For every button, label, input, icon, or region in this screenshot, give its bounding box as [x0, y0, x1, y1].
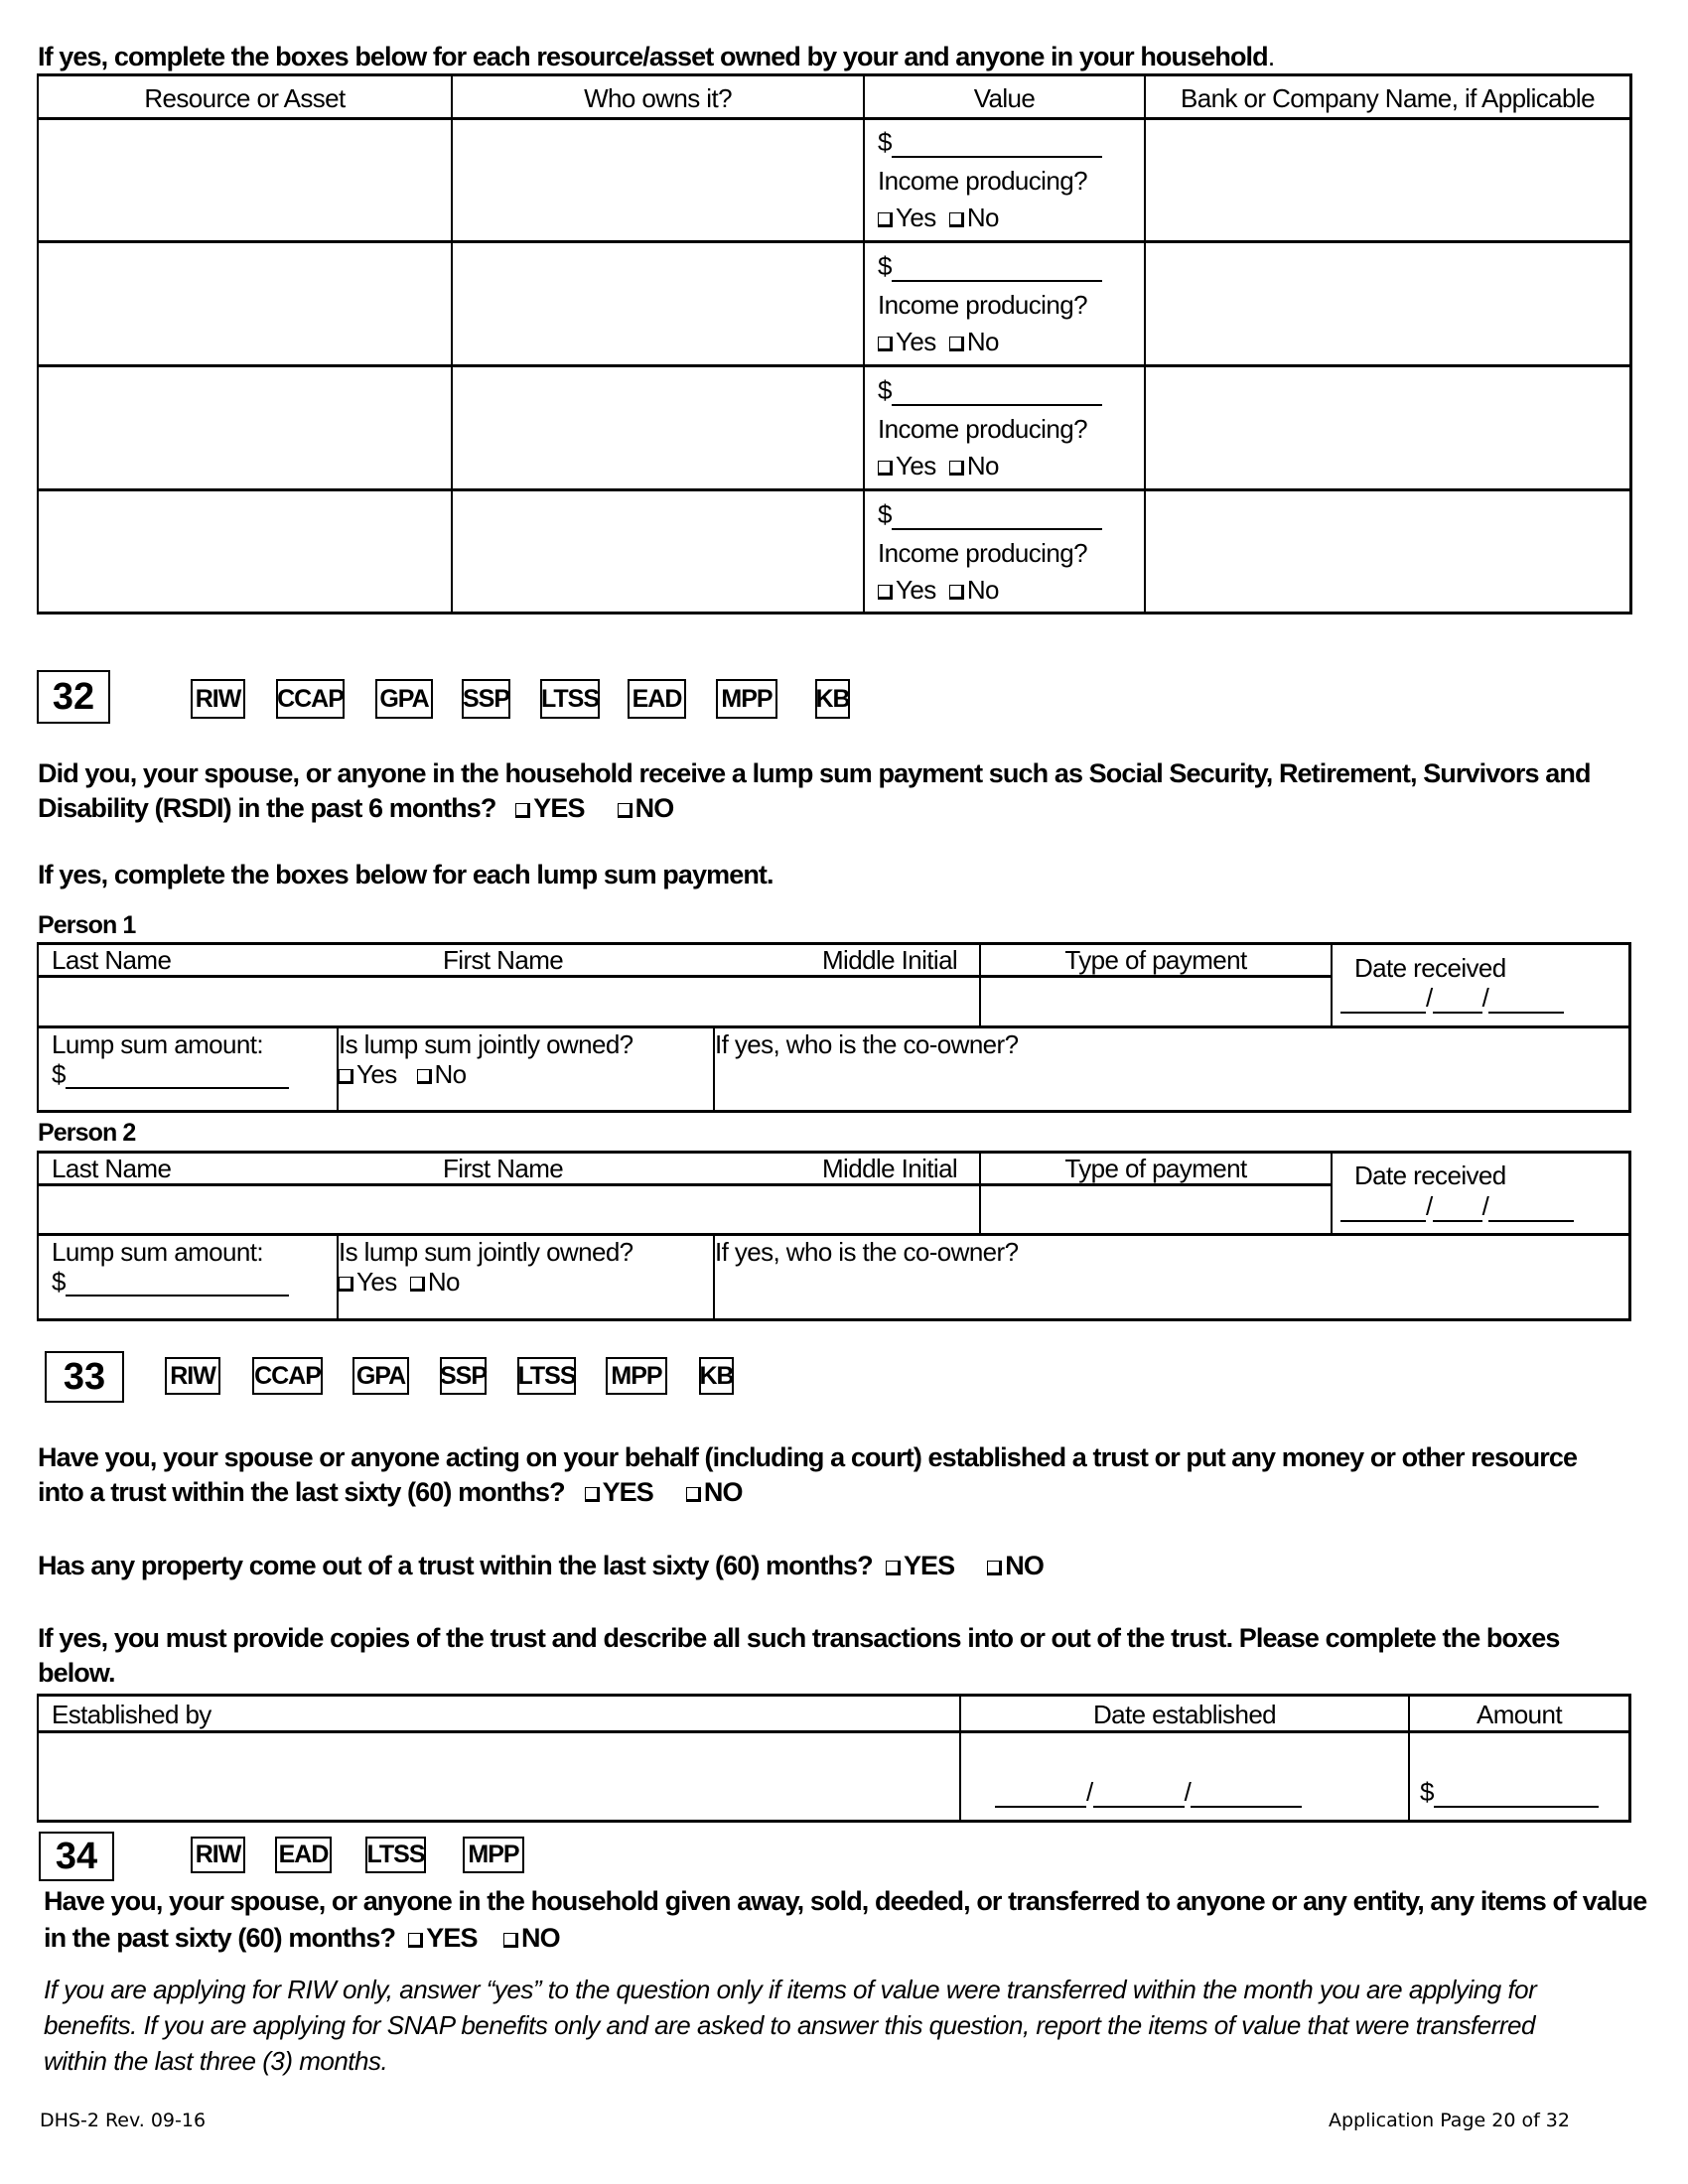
- q33-question1-line2: [38, 1477, 743, 1508]
- income-producing-label: Income producing?: [878, 166, 1087, 196]
- table-column-divider: [1331, 1151, 1333, 1235]
- co-owner-input[interactable]: [717, 1271, 1625, 1316]
- income-producing-label: Income producing?: [878, 414, 1087, 444]
- type-of-payment-label: Type of payment: [1064, 1154, 1247, 1183]
- type-of-payment-label: Type of payment: [1064, 945, 1247, 975]
- program-tag-ltss: LTSS: [517, 1357, 576, 1395]
- table-divider: [37, 1025, 1630, 1028]
- date-received-label: Date received: [1354, 1160, 1506, 1190]
- q34-yes-checkbox[interactable]: [408, 1923, 477, 1953]
- no-label: No: [966, 575, 999, 605]
- checkbox-icon: [878, 461, 893, 476]
- no-label: NO: [703, 1477, 743, 1507]
- section-number-32: 32: [37, 670, 110, 724]
- checkbox-icon: [949, 212, 964, 227]
- jointly-owned-label: Is lump sum jointly owned?: [339, 1029, 633, 1059]
- income-yes-checkbox[interactable]: [878, 451, 936, 480]
- first-name-label: First Name: [443, 1154, 564, 1183]
- first-name-label: First Name: [443, 945, 564, 975]
- checkbox-icon: [417, 1069, 432, 1084]
- checkbox-icon: [339, 1277, 353, 1292]
- checkbox-icon: [878, 212, 893, 227]
- program-tag-ssp: SSP: [440, 1357, 487, 1395]
- q34-question-line1: Have you, your spouse, or anyone in the household given away, sold, deeded, or transferred to anyone or any entity, any items of value: [44, 1886, 1647, 1916]
- checkbox-icon: [410, 1277, 425, 1292]
- table-border-bottom: [37, 612, 1631, 614]
- yes-label: YES: [426, 1923, 478, 1953]
- established-by-label: Established by: [52, 1700, 211, 1729]
- q33-q1-yes-checkbox[interactable]: [585, 1477, 653, 1507]
- table-divider: [37, 1730, 1630, 1733]
- no-label: No: [434, 1059, 467, 1089]
- q32-no-checkbox[interactable]: [618, 793, 674, 823]
- table-border-right: [1628, 1151, 1631, 1321]
- checkbox-icon: [949, 585, 964, 600]
- program-tag-kb: KB: [815, 679, 850, 719]
- checkbox-icon: [503, 1933, 518, 1948]
- yes-label: Yes: [896, 575, 936, 605]
- lump-sum-amount-field[interactable]: [52, 1267, 289, 1297]
- type-of-payment-input[interactable]: [982, 978, 1331, 1025]
- header-value: Value: [973, 83, 1036, 113]
- person-1-label: Person 1: [38, 911, 136, 939]
- value-amount-field[interactable]: [878, 499, 1102, 530]
- resource-input-3[interactable]: [39, 367, 451, 488]
- date-received-field[interactable]: [1340, 983, 1564, 1014]
- program-tag-gpa: GPA: [352, 1357, 409, 1395]
- yes-label: Yes: [896, 451, 936, 480]
- dollar-sign: $: [878, 251, 892, 281]
- co-owner-label: If yes, who is the co-owner?: [715, 1029, 1019, 1059]
- program-tag-ccap: CCAP: [252, 1357, 323, 1395]
- income-yes-checkbox[interactable]: [878, 327, 936, 356]
- q33-question2-text: Has any property come out of a trust within the last sixty (60) months?: [38, 1551, 873, 1580]
- program-tag-riw: RIW: [191, 679, 245, 719]
- q33-instruction-line1: If yes, you must provide copies of the trust and describe all such transactions into or out of the trust. Please complete the boxes: [38, 1623, 1560, 1653]
- bank-input-1[interactable]: [1146, 120, 1629, 240]
- no-label: No: [427, 1267, 460, 1297]
- table-border-left: [37, 942, 39, 1113]
- checkbox-icon: [878, 337, 893, 351]
- table-divider: [37, 1233, 1630, 1236]
- person-2-label: Person 2: [38, 1119, 136, 1147]
- income-no-checkbox[interactable]: [949, 451, 999, 480]
- program-tag-ccap: CCAP: [276, 679, 345, 719]
- co-owner-label: If yes, who is the co-owner?: [715, 1237, 1019, 1267]
- resource-input-1[interactable]: [39, 120, 451, 240]
- no-label: No: [966, 327, 999, 356]
- bank-input-3[interactable]: [1146, 367, 1629, 488]
- last-name-label: Last Name: [52, 945, 172, 975]
- table-border-left: [37, 1694, 39, 1823]
- program-tag-riw: RIW: [165, 1357, 220, 1395]
- dollar-sign: $: [878, 499, 892, 529]
- program-tag-ltss: LTSS: [365, 1837, 426, 1873]
- date-separator: /: [1426, 983, 1433, 1013]
- resource-input-2[interactable]: [39, 243, 451, 364]
- resources-intro: [38, 42, 1274, 72]
- header-bank-or-company: Bank or Company Name, if Applicable: [1181, 83, 1595, 113]
- type-of-payment-input[interactable]: [982, 1186, 1331, 1233]
- dollar-sign: $: [52, 1267, 66, 1297]
- q32-question-text: Disability (RSDI) in the past 6 months?: [38, 793, 496, 823]
- value-cell-4: [878, 499, 1102, 606]
- value-cell-2: [878, 251, 1102, 357]
- income-yes-checkbox[interactable]: [878, 203, 936, 232]
- income-no-checkbox[interactable]: [949, 203, 999, 232]
- header-who-owns-it: Who owns it?: [584, 83, 732, 113]
- income-producing-label: Income producing?: [878, 538, 1087, 568]
- trust-amount-field[interactable]: [1420, 1777, 1599, 1808]
- jointly-owned-label: Is lump sum jointly owned?: [339, 1237, 633, 1267]
- yes-label: Yes: [356, 1267, 397, 1297]
- q33-instruction-line2: below.: [38, 1658, 115, 1688]
- program-tag-ead: EAD: [628, 679, 686, 719]
- table-column-divider: [863, 73, 865, 614]
- lump-sum-amount-field[interactable]: [52, 1059, 289, 1089]
- table-border-bottom: [37, 1110, 1630, 1113]
- checkbox-icon: [408, 1933, 423, 1948]
- yes-label: YES: [602, 1477, 653, 1507]
- date-established-field[interactable]: [995, 1777, 1302, 1808]
- value-cell-3: [878, 375, 1102, 481]
- value-amount-field[interactable]: [878, 375, 1102, 406]
- checkbox-icon: [886, 1561, 901, 1575]
- header-resource-or-asset: Resource or Asset: [144, 83, 346, 113]
- program-tag-mpp: MPP: [606, 1357, 667, 1395]
- owner-input-4[interactable]: [453, 491, 863, 612]
- yes-label: Yes: [896, 203, 936, 232]
- lump-sum-amount-cell: [52, 1237, 289, 1297]
- program-tag-kb: KB: [699, 1357, 734, 1395]
- no-label: NO: [1005, 1551, 1044, 1580]
- q34-note-line3: within the last three (3) months.: [44, 2046, 388, 2076]
- program-tag-mpp: MPP: [463, 1837, 524, 1873]
- no-label: NO: [521, 1923, 560, 1953]
- table-border-left: [37, 1151, 39, 1321]
- name-input[interactable]: [40, 1187, 979, 1233]
- middle-initial-label: Middle Initial: [822, 945, 958, 975]
- checkbox-icon: [949, 337, 964, 351]
- jointly-owned-cell: [339, 1029, 633, 1089]
- checkbox-icon: [339, 1069, 353, 1084]
- date-separator: /: [1184, 1777, 1192, 1807]
- table-column-divider: [1331, 942, 1333, 1027]
- yes-label: Yes: [896, 327, 936, 356]
- co-owner-input[interactable]: [717, 1062, 1625, 1108]
- established-by-input[interactable]: [40, 1734, 959, 1820]
- section-number-34: 34: [39, 1832, 114, 1881]
- checkbox-icon: [618, 803, 633, 818]
- checkbox-icon: [585, 1487, 600, 1502]
- q32-instruction: If yes, complete the boxes below for each lump sum payment.: [38, 860, 774, 889]
- form-id: DHS-2 Rev. 09-16: [40, 2110, 207, 2131]
- checkbox-icon: [686, 1487, 701, 1502]
- amount-label: Amount: [1476, 1700, 1562, 1729]
- income-no-checkbox[interactable]: [949, 327, 999, 356]
- value-cell-1: [878, 127, 1102, 233]
- date-established-label: Date established: [1092, 1700, 1277, 1729]
- dollar-sign: $: [1420, 1777, 1434, 1807]
- bank-input-2[interactable]: [1146, 243, 1629, 364]
- jointly-owned-cell: [339, 1237, 633, 1297]
- income-producing-label: Income producing?: [878, 290, 1087, 320]
- page-number: Application Page 20 of 32: [1329, 2110, 1570, 2131]
- bank-input-4[interactable]: [1146, 491, 1629, 612]
- lump-sum-amount-label: Lump sum amount:: [52, 1029, 263, 1059]
- last-name-label: Last Name: [52, 1154, 172, 1183]
- owner-input-2[interactable]: [453, 243, 863, 364]
- q34-question-text: in the past sixty (60) months?: [44, 1923, 396, 1953]
- q33-question1-line1: Have you, your spouse or anyone acting on your behalf (including a court) established a trust or put any money or other resource: [38, 1442, 1578, 1472]
- q34-note-line1: If you are applying for RIW only, answer “yes” to the question only if items of value were transferred within the month you are applying for: [44, 1975, 1537, 2004]
- q33-q2-yes-checkbox[interactable]: [886, 1551, 954, 1580]
- program-tag-ltss: LTSS: [540, 679, 600, 719]
- owner-input-1[interactable]: [453, 120, 863, 240]
- q34-no-checkbox[interactable]: [503, 1923, 560, 1953]
- table-border-right: [1629, 73, 1632, 614]
- resources-intro-period: .: [1267, 42, 1275, 71]
- jointly-owned-no-checkbox[interactable]: [417, 1059, 467, 1089]
- no-label: No: [966, 203, 999, 232]
- table-border-bottom: [37, 1318, 1630, 1321]
- checkbox-icon: [515, 803, 530, 818]
- date-separator: /: [1481, 983, 1489, 1013]
- no-label: NO: [634, 793, 674, 823]
- middle-initial-label: Middle Initial: [822, 1154, 958, 1183]
- q32-yes-checkbox[interactable]: [515, 793, 584, 823]
- no-label: No: [966, 451, 999, 480]
- dollar-sign: $: [878, 127, 892, 157]
- yes-label: YES: [903, 1551, 955, 1580]
- table-border-right: [1628, 1694, 1631, 1823]
- income-no-checkbox[interactable]: [949, 575, 999, 605]
- jointly-owned-no-checkbox[interactable]: [410, 1267, 460, 1297]
- dollar-sign: $: [52, 1059, 66, 1089]
- q33-question1-text: into a trust within the last sixty (60) months?: [38, 1477, 565, 1507]
- lump-sum-amount-cell: [52, 1029, 289, 1089]
- program-tag-mpp: MPP: [716, 679, 777, 719]
- yes-label: YES: [533, 793, 585, 823]
- date-separator: /: [1086, 1777, 1093, 1807]
- table-border-top: [37, 73, 1631, 76]
- program-tag-ead: EAD: [275, 1837, 332, 1873]
- date-separator: /: [1426, 1191, 1433, 1221]
- checkbox-icon: [987, 1561, 1002, 1575]
- q34-question-line2: [44, 1923, 560, 1954]
- program-tag-gpa: GPA: [375, 679, 433, 719]
- program-tag-riw: RIW: [191, 1837, 245, 1873]
- q33-q1-no-checkbox[interactable]: [686, 1477, 743, 1507]
- program-tag-ssp: SSP: [462, 679, 510, 719]
- name-input[interactable]: [40, 979, 979, 1025]
- q33-question2: [38, 1551, 1044, 1581]
- table-border-right: [1628, 942, 1631, 1113]
- checkbox-icon: [949, 461, 964, 476]
- date-separator: /: [1481, 1191, 1489, 1221]
- checkbox-icon: [878, 585, 893, 600]
- value-amount-field[interactable]: [878, 127, 1102, 158]
- section-number-33: 33: [45, 1351, 124, 1403]
- owner-input-3[interactable]: [453, 367, 863, 488]
- resource-input-4[interactable]: [39, 491, 451, 612]
- q32-question-line1: Did you, your spouse, or anyone in the household receive a lump sum payment such as Social Security, Retirement, Survivors and: [38, 758, 1591, 788]
- table-border-top: [37, 1694, 1630, 1697]
- jointly-owned-yes-checkbox[interactable]: [339, 1267, 397, 1297]
- q32-question-line2: [38, 793, 673, 824]
- value-amount-field[interactable]: [878, 251, 1102, 282]
- q33-q2-no-checkbox[interactable]: [987, 1551, 1044, 1580]
- income-yes-checkbox[interactable]: [878, 575, 936, 605]
- yes-label: Yes: [356, 1059, 397, 1089]
- jointly-owned-yes-checkbox[interactable]: [339, 1059, 397, 1089]
- q34-note-line2: benefits. If you are applying for SNAP benefits only and are asked to answer this question, report the items of value that were transferred: [44, 2010, 1535, 2040]
- resources-intro-text: If yes, complete the boxes below for each resource/asset owned by your and anyone in your household: [38, 42, 1268, 71]
- date-received-label: Date received: [1354, 953, 1506, 983]
- table-border-bottom: [37, 1820, 1630, 1823]
- date-received-field[interactable]: [1340, 1191, 1574, 1222]
- lump-sum-amount-label: Lump sum amount:: [52, 1237, 263, 1267]
- dollar-sign: $: [878, 375, 892, 405]
